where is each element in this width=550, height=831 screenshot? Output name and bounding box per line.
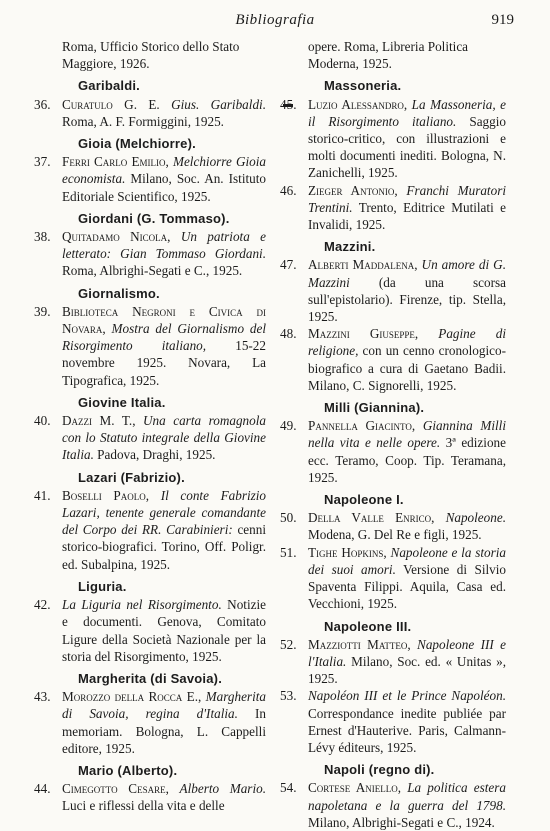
bibliography-entry (280, 509, 506, 543)
entry-author: Cimegotto Cesare, (62, 781, 169, 797)
entry-number: 44. (34, 781, 51, 797)
section-heading: Garibaldi. (78, 78, 140, 94)
bibliography-entry (280, 325, 506, 394)
entry-publication: Modena, G. Del Re e figli, 1925. (308, 527, 482, 543)
entry-number: 51. (280, 544, 297, 560)
entry-publication: Roma, A. F. Formiggini, 1925. (62, 113, 224, 129)
entry-number: 46. (280, 182, 297, 198)
bibliography-entry (280, 544, 506, 613)
entry-title: Melchiorre Gioia economista. (62, 154, 267, 187)
entry-author: Alberti Maddalena, (308, 257, 418, 273)
left-column (34, 38, 266, 815)
entry-publication: Padova, Draghi, 1925. (97, 447, 216, 463)
entry-author: Luzio Alessandro, (308, 96, 408, 112)
section-heading: Liguria. (78, 578, 127, 594)
bibliography-entry (34, 780, 266, 814)
bibliography-entry (34, 153, 266, 205)
section-heading: Margherita (di Savoia). (78, 670, 223, 686)
entry-title: La Massoneria, e il Risorgimento italiano. (308, 96, 507, 129)
entry-publication: Milano, Soc. An. Istituto Editoriale Scientifico, 1925. (62, 171, 266, 204)
entry-publication: con un cenno cronologico-biografico a cura di Gaetano Badii. Milano, C. Signorelli, 1925. (308, 343, 506, 393)
bibliography-entry (280, 636, 506, 688)
bibliography-entry (280, 96, 506, 182)
entry-publication: (da una scorsa sull'epistolario). Firenze, tip. Stella, 1925. (308, 274, 507, 325)
entry-author: Zieger Antonio, (308, 182, 398, 198)
entry-number: 42. (34, 597, 51, 613)
continuation-line: Moderna, 1925. (308, 56, 392, 72)
entry-number: 48. (280, 326, 297, 342)
entry-publication: 15-22 novembre 1925. Novara, La Tipografica, 1925. (62, 338, 266, 388)
entry-publication: Notizie e documenti. Genova, Comitato Ligure della Società Nazionale per la storia del Risorgimento, 1925. (62, 597, 266, 664)
entry-number: 40. (34, 413, 51, 429)
entry-title: Napoleone. (445, 510, 506, 526)
entry-author: Dazzi M. T., (62, 413, 136, 429)
entry-title: La Liguria nel Risorgimento. (62, 597, 222, 613)
entry-number: 39. (34, 303, 51, 319)
section-heading: Napoleone III. (324, 618, 412, 634)
section-heading: Gioia (Melchiorre). (78, 136, 196, 152)
section-heading: Milli (Giannina). (324, 400, 425, 416)
running-head (0, 8, 550, 36)
continuation-line: opere. Roma, Libreria Politica (308, 39, 469, 54)
bibliography-entry (34, 303, 266, 389)
entry-title: Giannina Milli nella vita e nelle opere. (308, 418, 507, 451)
entry-publication: cenni storico-biografici. Torino, Off. Poligr. ed. Subalpina, 1925. (62, 522, 266, 572)
entry-publication: Saggio storico-critico, con illustrazioni e molti documenti inediti. Bologna, N. Zanichelli, 1925. (308, 113, 506, 181)
section-heading: Giovine Italia. (78, 394, 166, 410)
entry-number: 36. (34, 96, 51, 112)
entry-publication: Milano, Albrighi-Segati e C., 1924. (308, 814, 495, 830)
entry-publication: Versione di Silvio Spaventa Filippi. Aquila, Casa ed. Vecchioni, 1925. (308, 561, 507, 612)
entry-publication: Correspondance inedite publiée par Ernest d'Hauterive. Paris, Calmann-Lévy éditeurs, 1925. (308, 705, 506, 755)
entry-author: Biblioteca Negroni e Civica di Novara, (62, 303, 266, 337)
section-heading: Napoli (regno di). (324, 762, 435, 778)
entry-title: Napoleone e la storia dei suoi amori. (308, 544, 507, 577)
entry-number: 52. (280, 636, 297, 652)
entry-author: Della Valle Enrico, (308, 510, 435, 526)
bibliography-entry (34, 96, 266, 130)
entry-number: 49. (280, 418, 297, 434)
entry-author: Mazzini Giuseppe, (308, 326, 419, 342)
entry-author: Boselli Paolo, (62, 487, 150, 503)
section-heading: Massoneria. (324, 78, 402, 94)
bibliography-entry (34, 688, 266, 757)
bibliography-entry (280, 256, 506, 325)
bibliography-entry (34, 412, 266, 464)
entry-number: 41. (34, 487, 51, 503)
entry-title: Alberto Mario. (179, 781, 266, 797)
section-heading: Mazzini. (324, 239, 376, 255)
bibliography-entry (34, 228, 266, 280)
bibliography-entry (280, 182, 506, 234)
section-heading: Giornalismo. (78, 285, 160, 301)
section-heading: Lazari (Fabrizio). (78, 469, 185, 485)
entry-title: Una carta romagnola con lo Statuto integrale della Giovine Italia. (62, 413, 266, 463)
entry-title: Napoléon III et le Prince Napoléon. (308, 688, 506, 704)
entry-number: 50. (280, 510, 297, 526)
entry-title: Gius. Garibaldi. (171, 96, 266, 112)
entry-title: Margherita di Savoia, regina d'Italia. (62, 689, 266, 722)
entry-number: 47. (280, 257, 297, 273)
bibliography-entry (34, 596, 266, 665)
entry-publication: Luci e riflessi della vita e delle (62, 798, 225, 814)
entry-title: Un amore di G. Mazzini (308, 257, 507, 290)
entry-author: Morozzo della Rocca E., (62, 689, 202, 705)
entry-author: Quitadamo Nicola, (62, 229, 171, 245)
entry-number: 37. (34, 154, 51, 170)
entry-author: Cortese Aniello, (308, 780, 402, 796)
entry-publication: Roma, Albrighi-Segati e C., 1925. (62, 263, 243, 279)
bibliography-entry (34, 487, 266, 573)
entry-title: Napoleone III e l'Italia. (308, 636, 506, 669)
section-heading: Giordani (G. Tommaso). (78, 210, 230, 226)
page-number: 919 (491, 12, 514, 28)
running-title: Bibliografia (235, 12, 315, 28)
entry-title: Un patriota e letterato: Gian Tommaso Giordani. (62, 229, 266, 262)
section-heading: Napoleone I. (324, 492, 404, 508)
entry-number: 38. (34, 229, 51, 245)
bibliography-entry (280, 417, 506, 486)
entry-author: Mazziotti Matteo, (308, 636, 411, 652)
right-column (280, 38, 506, 831)
entry-title: Mostra del Giornalismo del Risorgimento italiano, (62, 321, 266, 354)
entry-number: 53. (280, 688, 297, 704)
continuation-line: Maggiore, 1926. (62, 56, 150, 72)
bibliography-entry (280, 687, 506, 756)
entry-author: Ferri Carlo Emilio, (62, 154, 169, 170)
section-heading: Mario (Alberto). (78, 762, 178, 778)
bibliography-entry (280, 779, 506, 831)
entry-author: Tighe Hopkins, (308, 544, 387, 560)
entry-title: Franchi Muratori Trentini. (308, 182, 506, 215)
entry-number: 45. (280, 96, 297, 112)
entry-number: 54. (280, 780, 297, 796)
entry-publication: Milano, Soc. ed. « Unitas », 1925. (308, 653, 506, 687)
entry-author: Curatulo G. E. (62, 96, 160, 112)
entry-number: 43. (34, 689, 51, 705)
entry-title: Pagine di religione, (308, 326, 506, 359)
entry-author: Pannella Giacinto, (308, 418, 416, 434)
entry-publication: In memoriam. Bologna, L. Cappelli editore, 1925. (62, 706, 267, 756)
entry-title: Il conte Fabrizio Lazari, tenente generale comandante del Corpo dei RR. Carabinieri: (62, 487, 267, 538)
entry-title: La politica estera napoletana e la guerra del 1798. (308, 780, 507, 813)
continuation-line: Roma, Ufficio Storico dello Stato (62, 39, 240, 54)
entry-publication: Trento, Editrice Mutilati e Invalidi, 1925. (308, 199, 506, 233)
entry-publication: 3ª edizione ecc. Teramo, Coop. Tip. Teramana, 1925. (308, 435, 506, 485)
